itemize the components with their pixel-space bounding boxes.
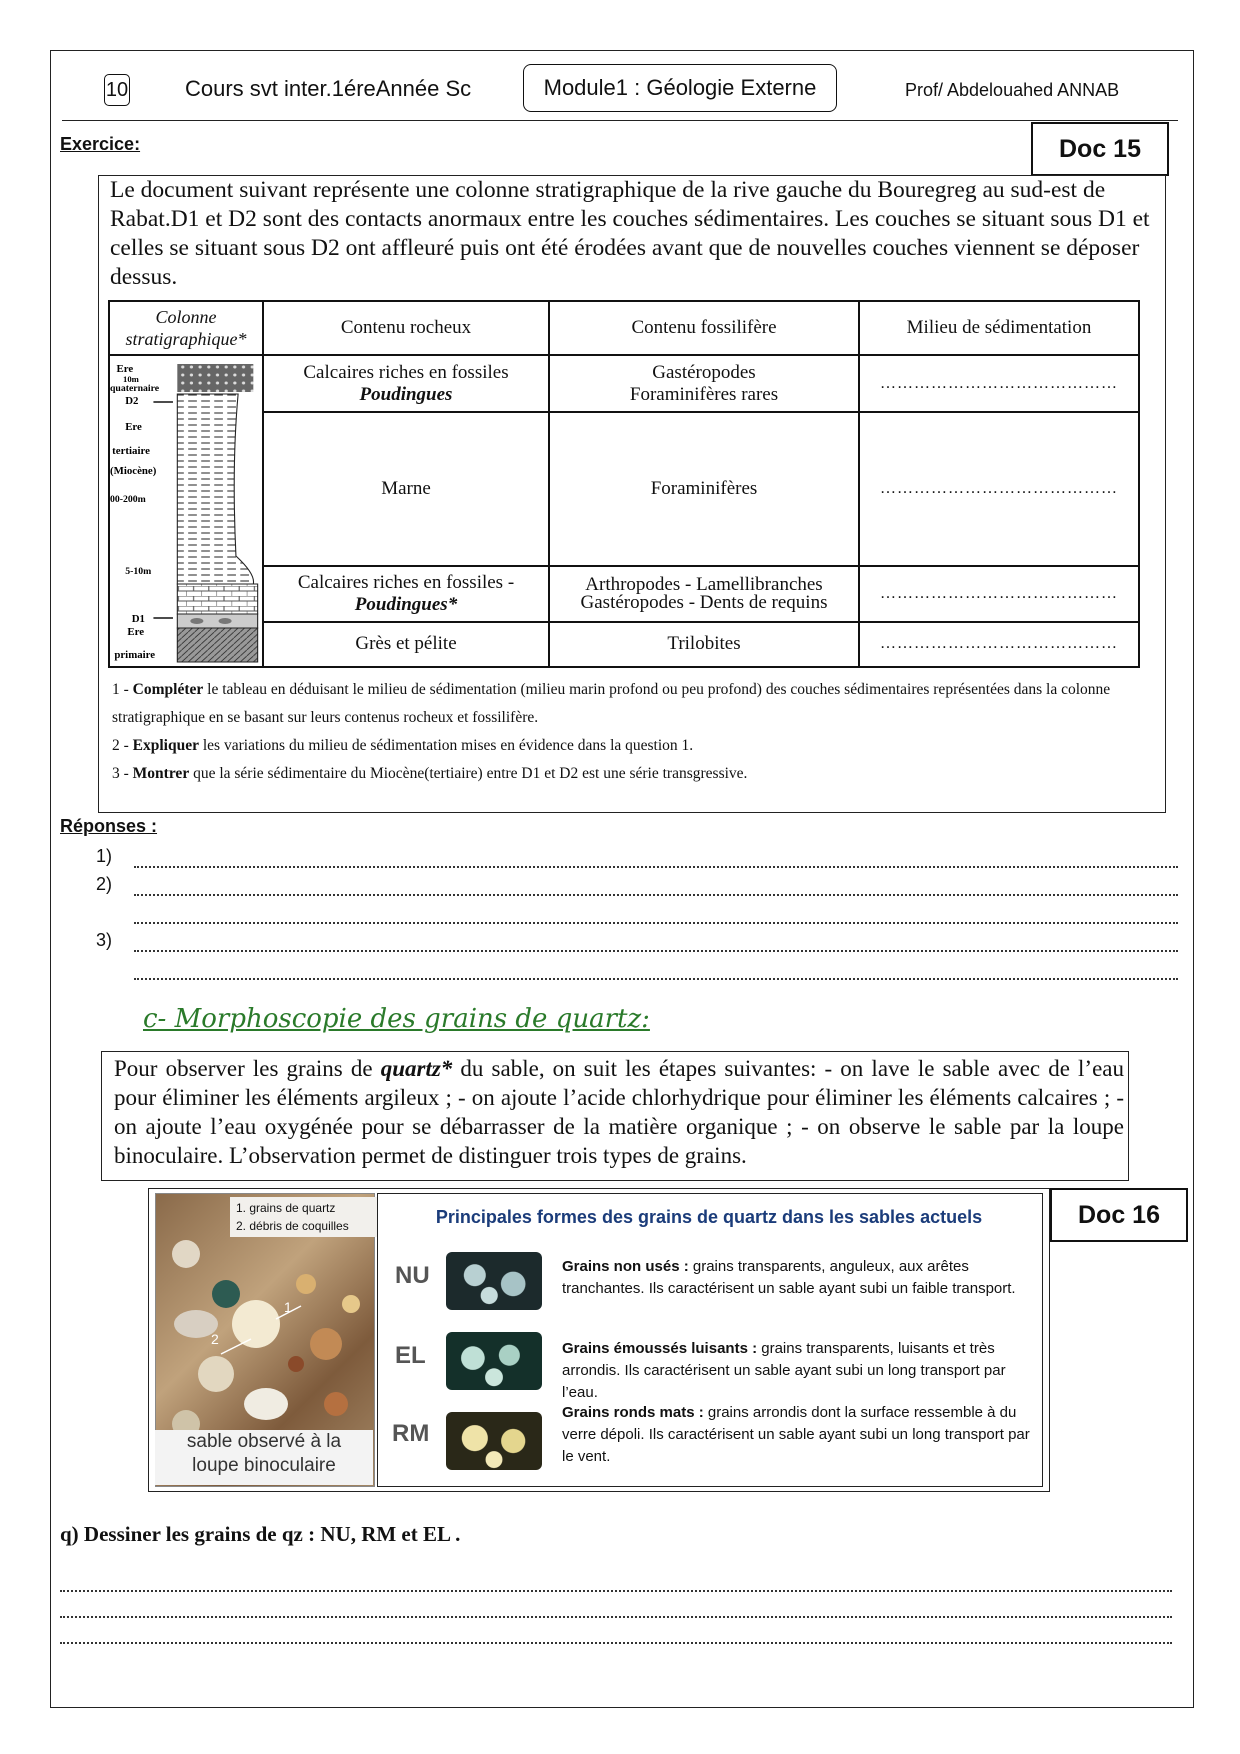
label-era3: Ere [127, 627, 145, 638]
doc16-label: Doc 16 [1050, 1188, 1188, 1242]
label-miocene: (Miocène) [110, 466, 157, 477]
label-5-10m: 5-10m [125, 567, 152, 577]
question-list [112, 676, 1164, 788]
answer-label-1: 1) [96, 846, 113, 866]
header-column: Colonne stratigraphique* [109, 301, 263, 355]
exercise-intro: Le document suivant représente une colonne stratigraphique de la rive gauche du Bouregreg au sud-est de Rabat.D1 et D2 sont des contacts anormaux entre les couches sédimentaires. Les couches se situant sous D1 et celles se situant sous D2 ont affleuré puis ont été érodées avant que de nouvelles couches viennent se déposer dessus. [110, 177, 1150, 290]
grain-image-rm [446, 1412, 542, 1470]
draw-line-3[interactable] [60, 1642, 1172, 1644]
marker-1: 1 [284, 1299, 292, 1315]
form-code-nu: NU [395, 1262, 430, 1289]
draw-line-2[interactable] [60, 1616, 1172, 1618]
label-200m: 00-200m [110, 495, 146, 505]
row3-fossil: Arthropodes - Lamellibranches Gastéropodes - Dents de requins [549, 566, 859, 621]
form-code-rm: RM [392, 1420, 430, 1447]
form-desc-el: Grains émoussés luisants : grains transparents, luisants et très arrondis. Ils caractérisent un sable ayant subi un long transport par l’eau. [562, 1340, 1006, 1401]
question-2: 2 - Expliquer les variations du milieu de sédimentation mises en évidence dans la question 1. [112, 737, 694, 754]
pebble-1 [190, 618, 203, 624]
answers-title: Réponses : [60, 816, 158, 836]
label-era2: Ere [125, 422, 142, 433]
label-quaternary: quaternaire [110, 384, 160, 394]
grain-image-el [446, 1332, 542, 1390]
form-desc-nu: Grains non usés : grains transparents, anguleux, aux arêtes tranchantes. Ils caractérisent un sable ayant subi un faible transport. [562, 1258, 1016, 1297]
label-10m: 10m [123, 375, 139, 384]
exercise-title: Exercice: [60, 134, 141, 154]
layer-quaternary [177, 364, 253, 392]
layer-sandstone [177, 628, 257, 662]
label-d2: D2 [125, 396, 139, 407]
form-code-el: EL [395, 1342, 426, 1369]
row1-fossil: Gastéropodes Foraminifères rares [549, 355, 859, 412]
header-divider [62, 120, 1178, 121]
label-tertiary: tertiaire [112, 446, 150, 457]
answer-label-3: 3) [96, 930, 113, 950]
marker-2: 2 [211, 1331, 219, 1347]
row1-milieu[interactable]: …………………………………… [859, 355, 1139, 412]
stratigraphy-table [108, 300, 1140, 668]
grain-image-nu [446, 1252, 542, 1310]
answer-line-2a[interactable] [134, 894, 1178, 896]
draw-line-1[interactable] [60, 1590, 1172, 1592]
row2-milieu[interactable]: …………………………………… [859, 412, 1139, 566]
draw-question: q) Dessiner les grains de qz : NU, RM et EL . [60, 1522, 461, 1546]
row1-rock: Calcaires riches en fossiles Poudingues [263, 355, 549, 412]
row4-rock: Grès et pélite [263, 622, 549, 667]
answer-label-2: 2) [96, 874, 113, 894]
header-rock: Contenu rocheux [263, 301, 549, 355]
strat-column-cell [109, 355, 263, 667]
row3-milieu[interactable]: …………………………………… [859, 566, 1139, 621]
layer-limestone [177, 584, 257, 614]
photo-legend: 1. grains de quartz 2. débris de coquilles [230, 1197, 378, 1237]
strat-column-svg [110, 356, 262, 666]
label-era1: Ere [116, 364, 134, 375]
photo-caption: sable observé à la loupe binoculaire [155, 1430, 373, 1485]
answer-line-3b[interactable] [134, 978, 1178, 980]
doc15-label: Doc 15 [1031, 122, 1169, 176]
answer-line-2b[interactable] [134, 922, 1178, 924]
page-number: 10 [104, 74, 130, 106]
row2-rock: Marne [263, 412, 549, 566]
answer-line-1[interactable] [134, 866, 1178, 868]
question-1: 1 - Compléter le tableau en déduisant le milieu de sédimentation (milieu marin profond ou peu profond) des couches sédimentaires représentées dans la colonne stratigraphique en se basant sur leurs contenus rocheux et fossilifère. [112, 681, 1111, 726]
layer-marl [177, 394, 253, 584]
course-title: Cours svt inter.1éreAnnée Sc [185, 76, 472, 101]
header-milieu: Milieu de sédimentation [859, 301, 1139, 355]
prof-name: Prof/ Abdelouahed ANNAB [905, 80, 1120, 100]
row4-fossil: Trilobites [549, 622, 859, 667]
row4-milieu[interactable]: …………………………………… [859, 622, 1139, 667]
label-primary: primaire [114, 650, 156, 661]
header-fossil: Contenu fossilifère [549, 301, 859, 355]
quartz-forms-title: Principales formes des grains de quartz dans les sables actuels [435, 1207, 983, 1227]
question-3: 3 - Montrer que la série sédimentaire du Miocène(tertiaire) entre D1 et D2 est une série transgressive. [112, 765, 748, 782]
row3-rock: Calcaires riches en fossiles - Poudingues* [263, 566, 549, 621]
row2-fossil: Foraminifères [549, 412, 859, 566]
layer-conglomerate [177, 614, 257, 628]
answer-line-3a[interactable] [134, 950, 1178, 952]
module-title: Module1 : Géologie Externe [523, 64, 837, 112]
pebble-2 [219, 618, 232, 624]
label-d1: D1 [131, 614, 145, 625]
form-desc-rm: Grains ronds mats : grains arrondis dont la surface ressemble à du verre dépoli. Ils caractérisent un sable ayant subi un long transport par le vent. [562, 1404, 1030, 1465]
morphoscopy-title: c- Morphoscopie des grains de quartz: [143, 1004, 650, 1034]
quartz-procedure: Pour observer les grains de quartz* du sable, on suit les étapes suivantes: - on lave le sable avec de l’eau pour éliminer les éléments argileux ; - on ajoute l’acide chlorhydrique pour éliminer les éléments calcaires ; - on ajoute l’eau oxygénée pour se débarrasser de la matière organique ; - on observe le sable par la loupe binoculaire. L’observation permet de distinguer trois types de grains. [114, 1056, 1124, 1168]
